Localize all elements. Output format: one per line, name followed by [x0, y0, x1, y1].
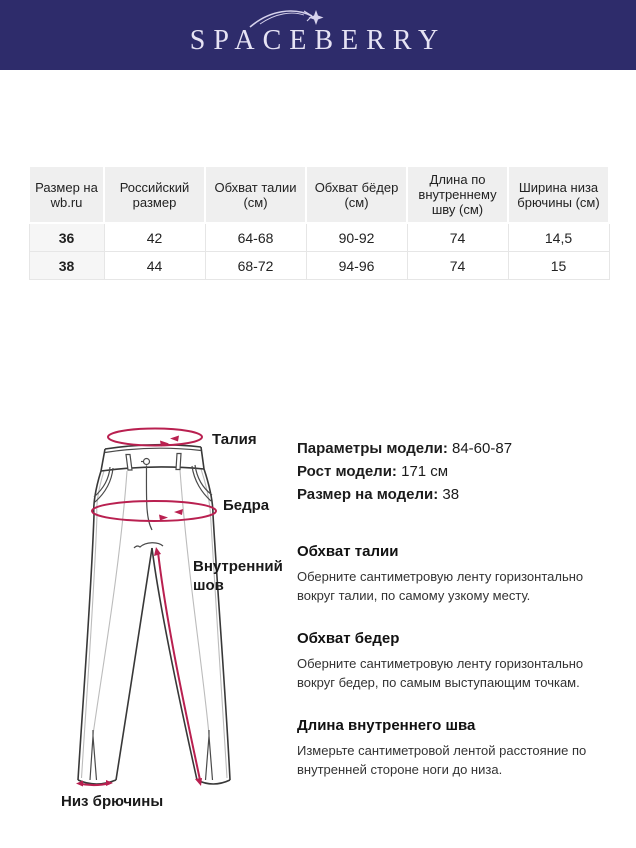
table-cell: 74: [407, 252, 508, 280]
col-header-inseam: Длина по внутреннему шву (см): [407, 166, 508, 223]
guide-title: Обхват бедер: [297, 630, 400, 647]
model-size-line: [297, 483, 617, 506]
inseam-label: Внутренний шов: [193, 558, 283, 594]
table-cell: 44: [104, 252, 205, 280]
brand-header: [0, 0, 636, 70]
table-row: [29, 223, 609, 252]
param-label: Рост модели:: [297, 463, 397, 480]
guide-text: Измерьте сантиметровой лентой расстояние по внутренней стороне ноги до низа.: [297, 743, 587, 777]
col-header-waist: Обхват талии (см): [205, 166, 306, 223]
hips-label: Бедра: [223, 497, 270, 514]
model-params-line: [297, 437, 617, 460]
col-header-wb-size: Размер на wb.ru: [29, 166, 104, 223]
col-header-ru-size: Российский размер: [104, 166, 205, 223]
param-value: 84-60-87: [452, 440, 513, 457]
table-cell: 90-92: [306, 223, 407, 252]
trousers-diagram: [50, 418, 290, 818]
param-value: 171 см: [401, 463, 449, 480]
table-cell: 14,5: [508, 223, 609, 252]
guide-section-waist: [297, 543, 617, 605]
table-cell: 15: [508, 252, 609, 280]
size-cell: 36: [29, 223, 104, 252]
table-cell: 64-68: [205, 223, 306, 252]
model-info-panel: [297, 437, 617, 779]
table-cell: 68-72: [205, 252, 306, 280]
size-cell: 38: [29, 252, 104, 280]
table-cell: 42: [104, 223, 205, 252]
model-height-line: [297, 460, 617, 483]
brand-logo: [190, 13, 446, 57]
hem-label: Низ брючины: [61, 793, 164, 810]
waist-label: Талия: [212, 431, 257, 448]
table-row: [29, 252, 609, 280]
guide-title: Длина внутреннего шва: [297, 717, 476, 734]
guide-title: Обхват талии: [297, 543, 399, 560]
table-cell: 74: [407, 223, 508, 252]
col-header-hips: Обхват бёдер (см): [306, 166, 407, 223]
guide-text: Оберните сантиметровую ленту горизонтально вокруг бедер, по самым выступающим точкам.: [297, 656, 584, 690]
guide-text: Оберните сантиметровую ленту горизонтально вокруг талии, по самому узкому месту.: [297, 569, 584, 603]
param-label: Параметры модели:: [297, 440, 448, 457]
size-table-header-row: [29, 166, 609, 223]
param-value: 38: [442, 486, 460, 503]
table-cell: 94-96: [306, 252, 407, 280]
guide-section-hips: [297, 630, 617, 692]
comet-star-icon: [246, 3, 330, 31]
col-header-hem-width: Ширина низа брючины (см): [508, 166, 609, 223]
size-table: [28, 165, 610, 280]
param-label: Размер на модели:: [297, 486, 439, 503]
brand-logo-text: SPACEBERRY: [189, 25, 447, 56]
guide-section-inseam: [297, 717, 617, 779]
measurement-annotations: [79, 429, 216, 786]
